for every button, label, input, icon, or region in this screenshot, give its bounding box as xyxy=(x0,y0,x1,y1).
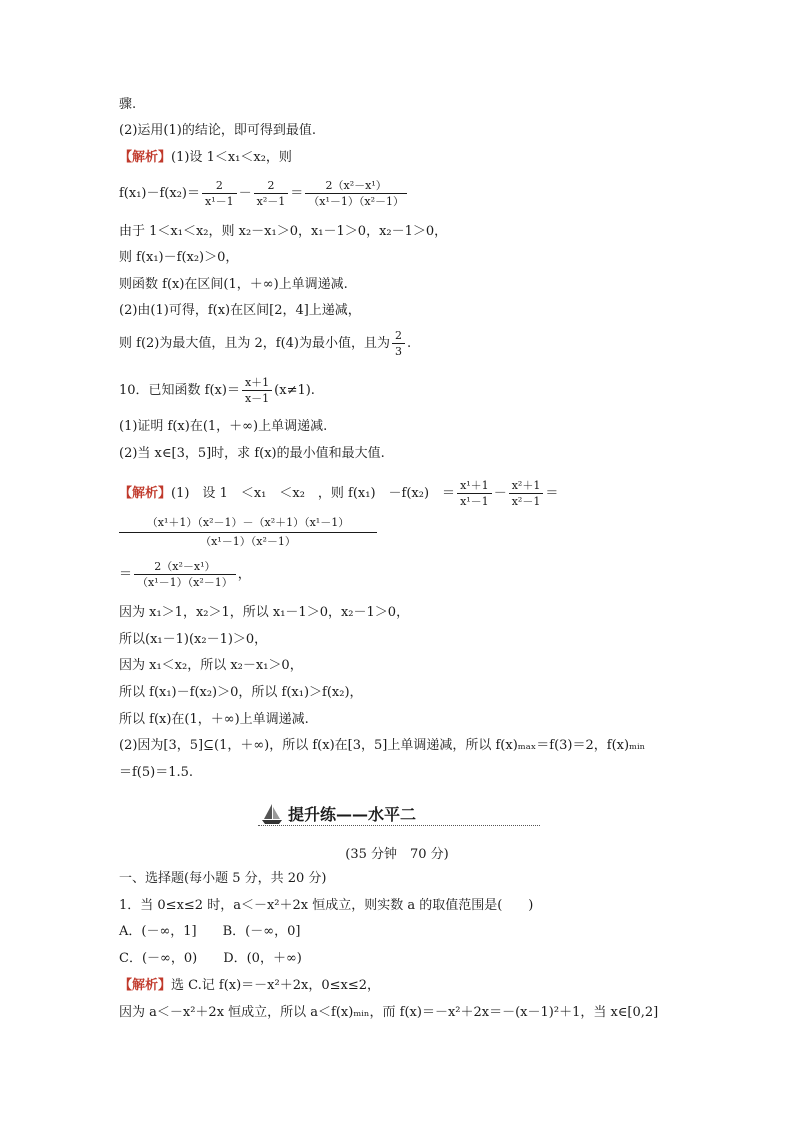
text-line: 由于 1＜x₁＜x₂，则 x₂－x₁＞0，x₁－1＞0，x₂－1＞0， xyxy=(119,224,448,239)
text-line: 一、选择题(每小题 5 分，共 20 分) xyxy=(119,871,327,886)
fraction-numerator: x¹＋1 xyxy=(457,478,492,494)
fraction-numerator: x＋1 xyxy=(242,375,272,391)
fraction-denominator: x²－1 xyxy=(256,195,286,208)
fraction-numerator: 2（x²－x¹） xyxy=(305,178,407,194)
text-line: (2)由(1)可得，f(x)在区间[2，4]上递减， xyxy=(119,303,361,318)
fraction xyxy=(134,559,236,590)
text-span: 10．已知函数 f(x)＝ xyxy=(119,383,240,398)
fraction-numerator: 2 xyxy=(392,328,405,344)
solution-line xyxy=(119,977,380,995)
text-line: 则 f(x₁)－f(x₂)＞0， xyxy=(119,250,239,265)
fraction-denominator: x²－1 xyxy=(511,495,541,508)
solution-tag: 【解析】 xyxy=(119,486,172,501)
option-line: A．(－∞，1] B．(－∞，0] xyxy=(119,924,301,939)
fraction xyxy=(119,514,377,551)
section-header xyxy=(258,802,540,826)
text-span: f(x₁)－f(x₂)＝ xyxy=(119,186,200,201)
text-line: 骤. xyxy=(119,97,137,112)
section-title: 提升练——水平二 xyxy=(288,805,417,824)
fraction-denominator: （x¹－1）（x²－1） xyxy=(200,535,296,548)
text-span: (1) 设 1 ＜x₁ ＜x₂ ，则 f(x₁) －f(x₂) ＝ xyxy=(171,486,456,501)
text-span: 选 C.记 f(x)＝－x²＋2x，0≤x≤2， xyxy=(171,978,380,993)
text-span: (x≠1). xyxy=(274,383,315,398)
fraction xyxy=(457,478,492,509)
fraction xyxy=(254,178,289,209)
text-line: 所以 f(x)在(1，＋∞)上单调递减. xyxy=(119,712,309,727)
text-line: ＝f(5)＝1.5. xyxy=(119,765,194,780)
solution-tag: 【解析】 xyxy=(119,150,172,165)
option-line: C．(－∞，0) D．(0，＋∞) xyxy=(119,951,302,966)
fraction xyxy=(392,328,405,359)
fraction xyxy=(242,375,272,406)
formula-line: f(x₁)－f(x₂)＝ $\frac{2}{\text{x¹－1}}$ － $\frac{2}{\text{x²－1}}$ ＝ $\frac{\text{2（x²－x¹）}}{\text{（x¹－1）（x²－1）}}$ xyxy=(119,177,409,211)
text-line: (2)运用(1)的结论，即可得到最值. xyxy=(119,123,316,138)
fraction xyxy=(509,478,544,509)
text-line: 所以 f(x₁)－f(x₂)＞0，所以 f(x₁)＞f(x₂)， xyxy=(119,685,363,700)
text-span: 则 f(2)为最大值，且为 2，f(4)为最小值，且为 xyxy=(119,336,390,351)
fraction xyxy=(305,178,407,209)
text-span: (1)设 1＜x₁＜x₂，则 xyxy=(171,150,292,165)
formula-line: 则 f(2)为最大值，且为 2，f(4)为最小值，且为 $\frac{2}{3}$ . xyxy=(119,329,412,358)
text-line: 所以(x₁－1)(x₂－1)＞0， xyxy=(119,632,268,647)
fraction-numerator: 2 xyxy=(254,178,289,194)
text-span: ＝ xyxy=(119,567,133,582)
text-line: 因为 x₁＞1，x₂＞1，所以 x₁－1＞0，x₂－1＞0， xyxy=(119,605,410,620)
text-line: 因为 a＜－x²＋2x 恒成立，所以 a＜f(x)ₘᵢₙ，而 f(x)＝－x²＋2x＝－(x－1)²＋1，当 x∈[0,2] xyxy=(119,1005,659,1020)
text-line: (2)当 x∈[3，5]时，求 f(x)的最小值和最大值. xyxy=(119,446,385,461)
solution-line: 【解析】(1) 设 1 ＜x₁ ＜x₂ ，则 f(x₁) －f(x₂) ＝ $\frac{\text{x¹＋1}}{\text{x¹－1}}$ － $\frac{\text{x²＋1}}{\text{x²－1}}$ ＝ xyxy=(119,479,559,508)
fraction-denominator: x－1 xyxy=(244,392,270,405)
question-line: 1．当 0≤x≤2 时，a＜－x²＋2x 恒成立，则实数 a 的取值范围是( ) xyxy=(119,898,534,913)
text-line: 因为 x₁＜x₂，所以 x₂－x₁＞0， xyxy=(119,658,303,673)
fraction-denominator: （x¹－1）（x²－1） xyxy=(308,195,405,208)
formula-line: ＝ $\frac{\text{2（x²－x¹）}}{\text{（x¹－1）（x²－1）}}$ ， xyxy=(119,560,251,589)
fraction-denominator: x¹－1 xyxy=(460,495,489,508)
fraction-denominator: 3 xyxy=(395,345,402,358)
question-line xyxy=(119,374,315,408)
fraction-numerator: x²＋1 xyxy=(509,478,544,494)
text-line: (2)因为[3，5]⊆(1，＋∞)，所以 f(x)在[3，5]上单调递减，所以 f(x)ₘₐₓ＝f(3)＝2，f(x)ₘᵢₙ xyxy=(119,738,646,753)
solution-line xyxy=(119,149,292,167)
text-line: 则函数 f(x)在区间(1，＋∞)上单调递减. xyxy=(119,277,348,292)
fraction-denominator: x¹－1 xyxy=(205,195,234,208)
solution-tag: 【解析】 xyxy=(119,978,172,993)
section-rule xyxy=(258,825,540,826)
fraction-numerator: （x¹＋1）（x²－1）－（x²＋1）（x¹－1） xyxy=(119,514,377,533)
text-line: (1)证明 f(x)在(1，＋∞)上单调递减. xyxy=(119,419,328,434)
section-subtitle: (35 分钟 70 分) xyxy=(345,847,449,862)
fraction-denominator: （x¹－1）（x²－1） xyxy=(137,576,233,589)
fraction xyxy=(202,178,237,209)
fraction-numerator: 2（x²－x¹） xyxy=(134,559,236,575)
fraction-numerator: 2 xyxy=(202,178,237,194)
